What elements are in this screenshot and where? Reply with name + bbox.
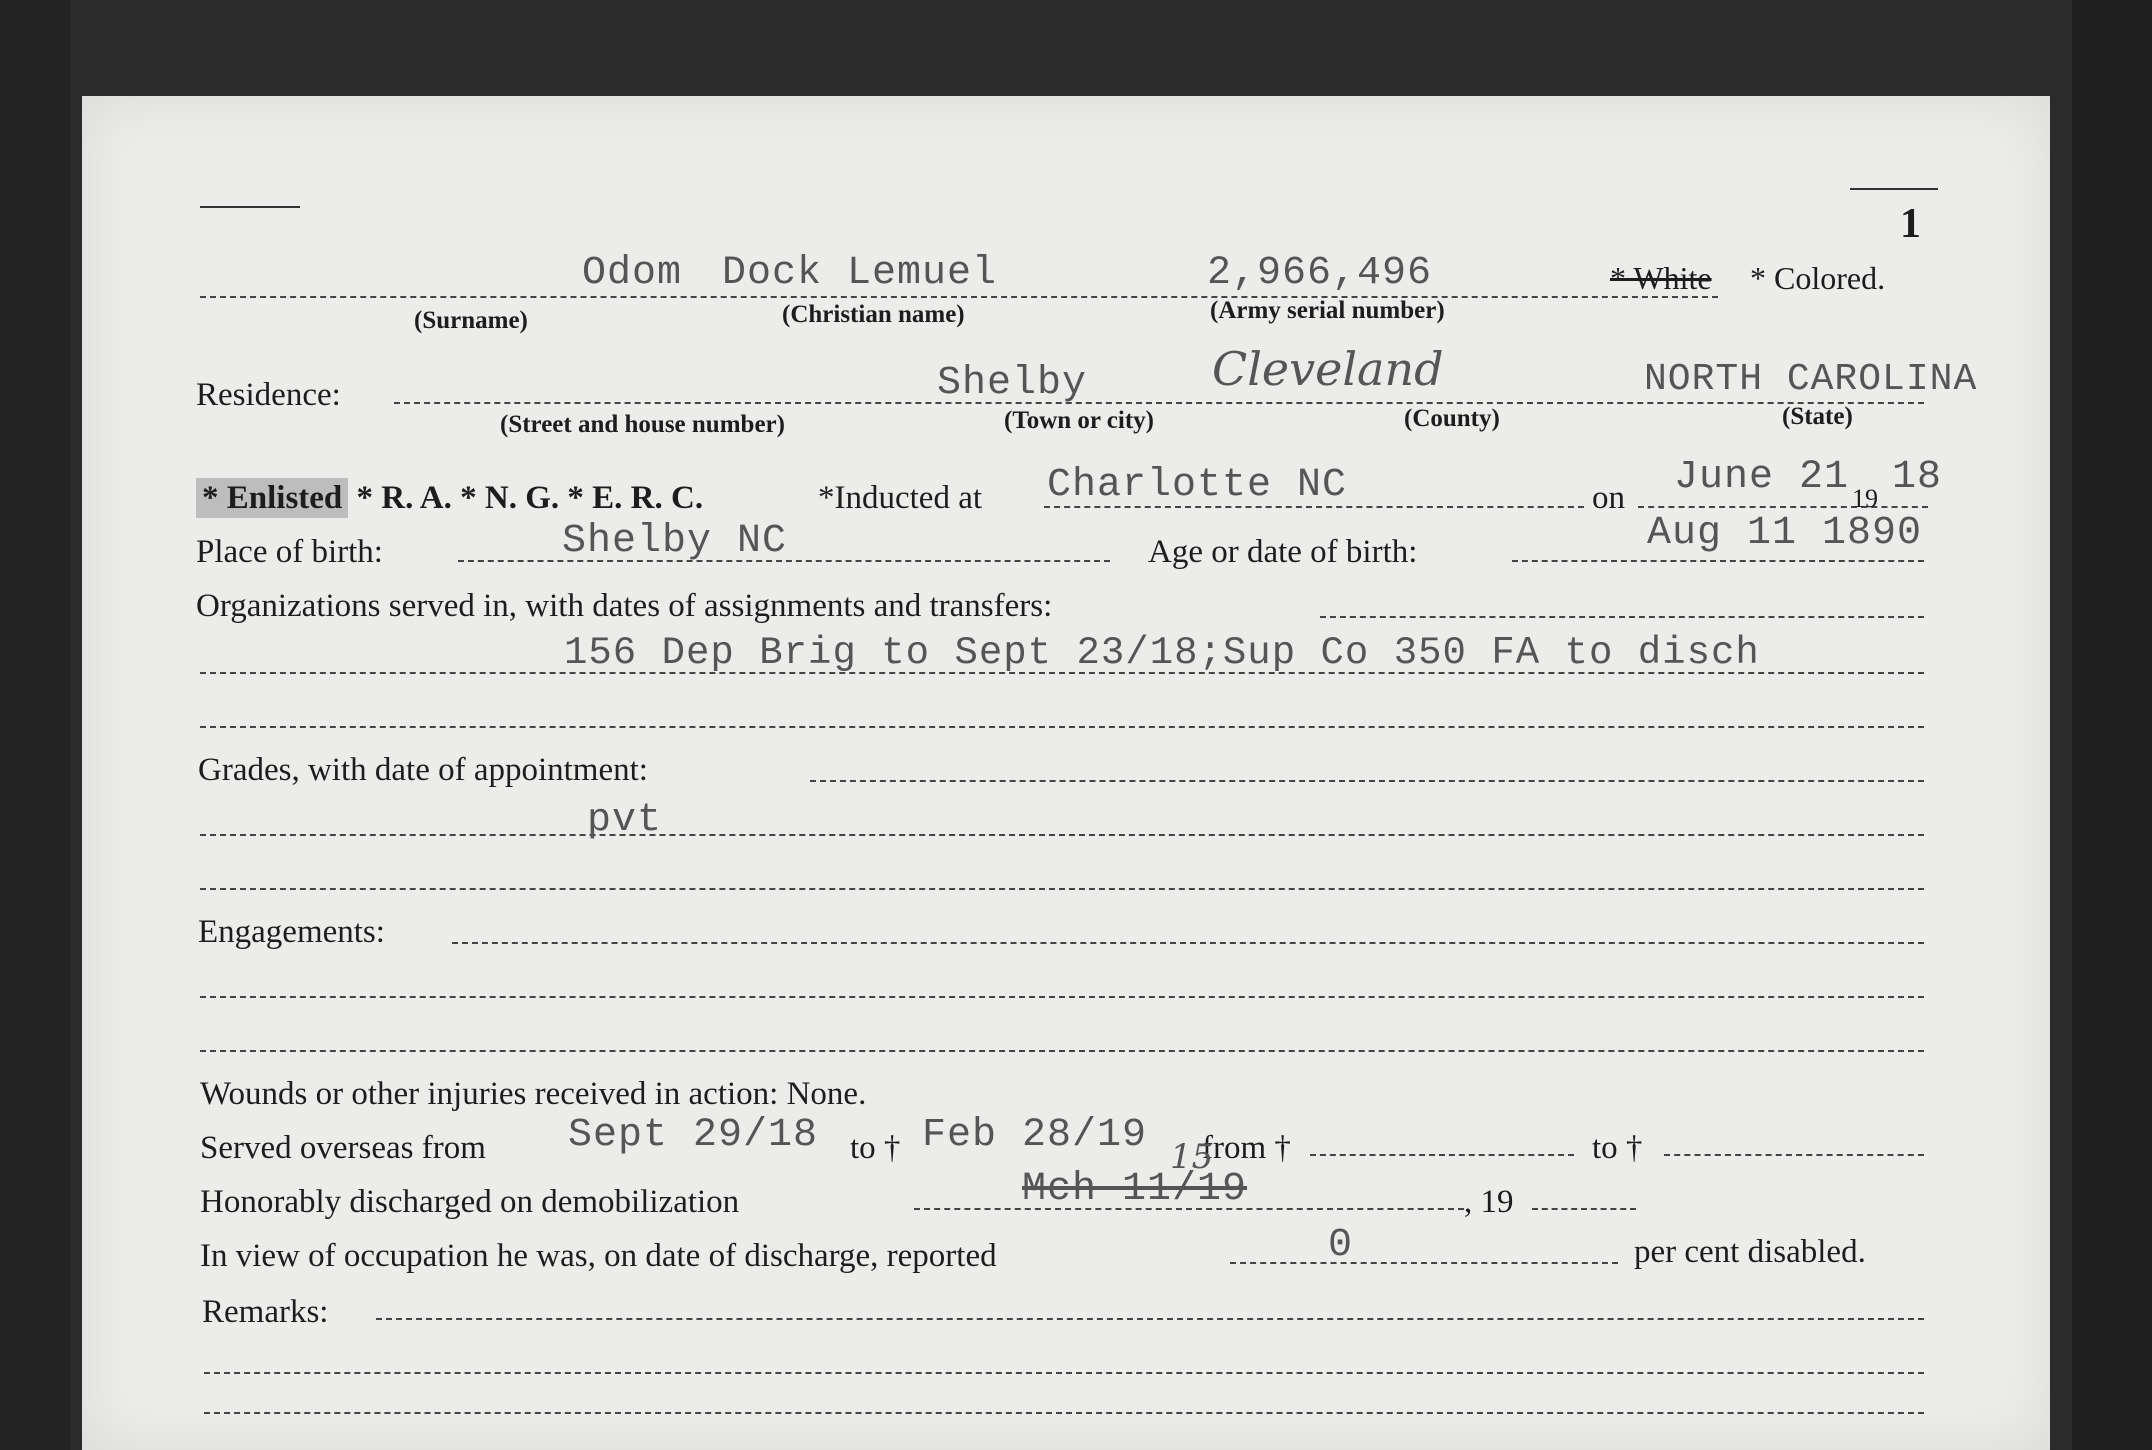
caption-town: (Town or city) bbox=[1004, 407, 1154, 434]
inducted-at-value: Charlotte NC bbox=[1047, 463, 1348, 508]
second-to-line bbox=[1664, 1154, 1924, 1156]
remarks-label: Remarks: bbox=[202, 1294, 329, 1330]
residence-town-value: Shelby bbox=[937, 361, 1088, 406]
name-line bbox=[200, 296, 1718, 298]
grade-value: pvt bbox=[587, 798, 663, 843]
surname-value: Odom bbox=[582, 251, 683, 296]
wounds-label: Wounds or other injuries received in action: None. bbox=[200, 1076, 867, 1112]
caption-surname: (Surname) bbox=[414, 307, 528, 334]
place-of-birth-value: Shelby NC bbox=[562, 519, 788, 564]
caption-county: (County) bbox=[1404, 405, 1500, 432]
second-from-label: from † bbox=[1202, 1130, 1291, 1166]
organizations-label: Organizations served in, with dates of assignments and transfers: bbox=[196, 588, 1053, 624]
discharge-year-line bbox=[1532, 1208, 1636, 1210]
disability-suffix: per cent disabled. bbox=[1634, 1234, 1866, 1270]
residence-state-value: NORTH CAROLINA bbox=[1644, 358, 1978, 401]
residence-county-value: Cleveland bbox=[1212, 342, 1444, 396]
organizations-line-3 bbox=[200, 726, 1924, 728]
disability-value: 0 bbox=[1328, 1223, 1354, 1268]
race-white-option: * White bbox=[1610, 260, 1712, 296]
discharge-date-value: Mch 11/19 bbox=[1022, 1167, 1248, 1212]
on-label: on bbox=[1592, 480, 1625, 516]
overseas-to-value: Feb 28/19 bbox=[922, 1113, 1148, 1158]
inducted-year-value: 18 bbox=[1892, 455, 1943, 500]
overseas-to-label: to † bbox=[850, 1130, 901, 1166]
scan-border-right bbox=[2072, 0, 2152, 1450]
organizations-line-1 bbox=[1320, 616, 1924, 618]
organizations-value: 156 Dep Brig to Sept 23/18;Sup Co 350 FA to disch bbox=[564, 631, 1760, 675]
discharge-date-correction: 15 bbox=[1170, 1137, 1214, 1177]
grades-label: Grades, with date of appointment: bbox=[198, 752, 648, 788]
christian-name-value: Dock Lemuel bbox=[722, 251, 998, 296]
served-overseas-label: Served overseas from bbox=[200, 1130, 486, 1166]
discharge-label: Honorably discharged on demobilization bbox=[200, 1184, 740, 1220]
date-of-birth-value: Aug 11 1890 bbox=[1647, 511, 1923, 556]
disability-label: In view of occupation he was, on date of discharge, reported bbox=[200, 1238, 997, 1274]
grades-line-1 bbox=[810, 780, 1924, 782]
engagements-line-3 bbox=[200, 1050, 1924, 1052]
caption-street: (Street and house number) bbox=[500, 411, 785, 438]
caption-state: (State) bbox=[1782, 403, 1853, 430]
inducted-century: 19 bbox=[1852, 484, 1878, 513]
caption-army-serial: (Army serial number) bbox=[1210, 297, 1445, 324]
caption-christian-name: (Christian name) bbox=[782, 301, 965, 328]
enlisted-label bbox=[196, 482, 703, 515]
top-left-rule bbox=[200, 206, 300, 208]
date-of-birth-line bbox=[1512, 560, 1924, 562]
inducted-date-line bbox=[1638, 506, 1928, 508]
remarks-line-1 bbox=[376, 1318, 1924, 1320]
remarks-line-3 bbox=[204, 1412, 1924, 1414]
remarks-line-2 bbox=[204, 1372, 1924, 1374]
residence-line bbox=[394, 402, 1924, 404]
second-from-line bbox=[1310, 1154, 1574, 1156]
race-colored-option: * Colored. bbox=[1750, 260, 1886, 296]
scan-border-left bbox=[0, 0, 70, 1450]
grades-line-3 bbox=[200, 888, 1924, 890]
discharge-century: , 19 bbox=[1464, 1184, 1514, 1220]
engagements-line-2 bbox=[200, 996, 1924, 998]
inducted-date-value: June 21 bbox=[1674, 455, 1850, 500]
place-of-birth-label: Place of birth: bbox=[196, 534, 383, 570]
card-number: 1 bbox=[1900, 201, 1921, 247]
inducted-at-label-text: *Inducted at bbox=[818, 480, 983, 516]
army-serial-number-value: 2,966,496 bbox=[1207, 251, 1433, 296]
top-right-rule bbox=[1850, 188, 1938, 190]
overseas-from-value: Sept 29/18 bbox=[568, 1113, 819, 1158]
date-of-birth-label: Age or date of birth: bbox=[1148, 534, 1418, 570]
enlistment-options: * R. A. * N. G. * E. R. C. bbox=[356, 480, 704, 516]
grades-line-2 bbox=[200, 834, 1924, 836]
engagements-label: Engagements: bbox=[198, 914, 385, 950]
second-to-label: to † bbox=[1592, 1130, 1643, 1166]
service-record-card bbox=[82, 96, 2050, 1450]
enlisted-option: * Enlisted bbox=[196, 478, 348, 518]
disability-line bbox=[1230, 1262, 1618, 1264]
engagements-line-1 bbox=[452, 942, 1924, 944]
residence-label: Residence: bbox=[196, 377, 341, 413]
